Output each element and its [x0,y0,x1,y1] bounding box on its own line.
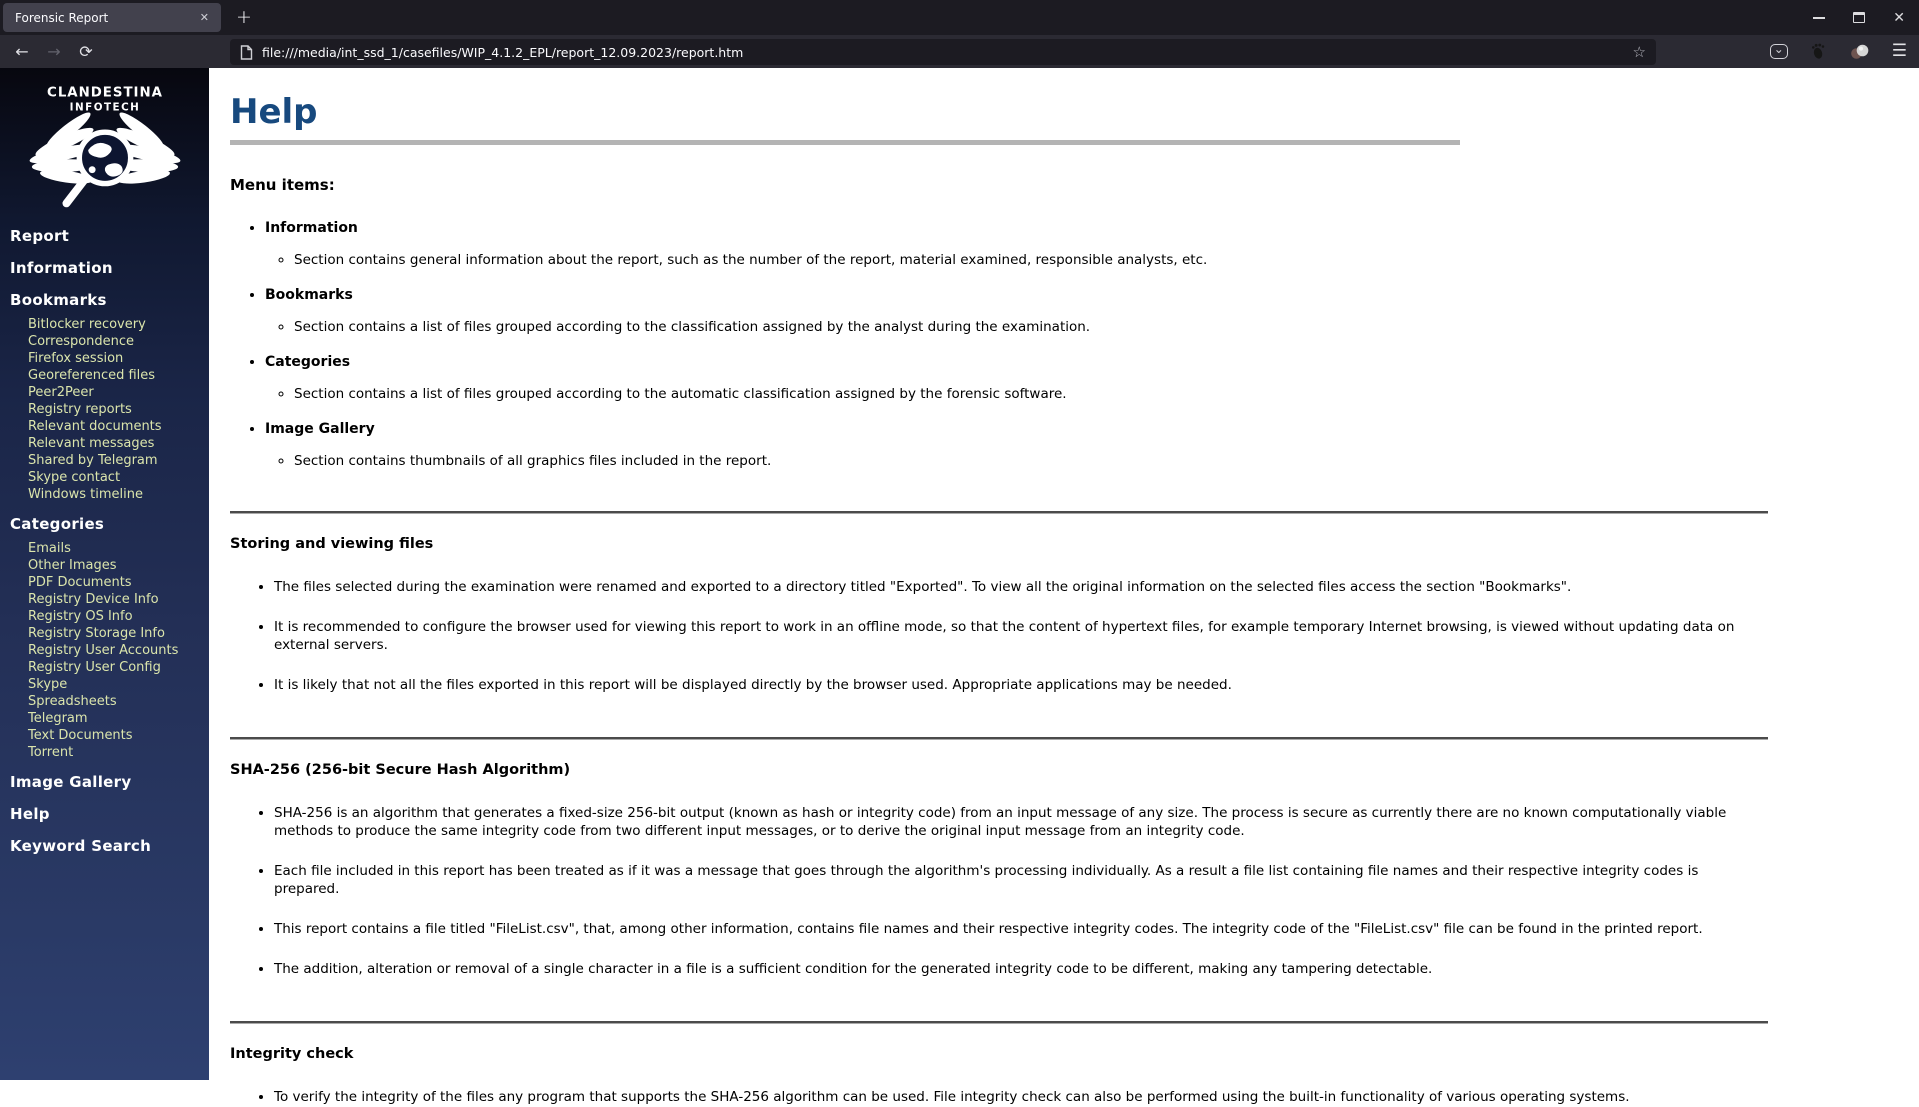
menu-item-label: Information [265,220,358,237]
spheres-extension-icon[interactable] [1849,43,1870,60]
clandestina-infotech-logo [0,68,209,220]
gnome-footprint-extension-icon[interactable] [1810,43,1827,60]
menu-item-desc-list [265,319,1919,335]
menu-item-information [265,220,1919,268]
new-tab-button[interactable]: + [236,6,252,28]
logo-text-line1: CLANDESTINA [46,85,163,101]
content-area [0,68,1919,1105]
url-text: file:///media/int_ssd_1/casefiles/WIP_4.1.2_EPL/report_12.09.2023/report.htm [262,44,744,60]
title-underline-rule [230,140,1460,145]
menu-item-description: ◦ Section contains thumbnails of all graphics files included in the report. [294,453,1919,469]
sidebar-subitem-registry-reports[interactable]: Registry reports [28,402,132,417]
sidebar-item-keyword-search[interactable]: Keyword Search [10,837,152,855]
tab-title: Forensic Report [15,10,109,25]
sidebar-subitem-firefox-session[interactable]: Firefox session [28,351,124,366]
menu-item-desc-list [265,453,1919,469]
menu-item-description: ◦ Section contains general information about the report, such as the number of the report, material examined, responsible analysts, etc. [294,252,1919,268]
sidebar-nav [0,220,209,862]
reload-button[interactable]: ⟳ [79,42,93,61]
url-bar[interactable] [230,39,1656,65]
sidebar-item-bookmarks[interactable]: Bookmarks [10,291,107,309]
hamburger-menu-icon[interactable]: ☰ [1891,41,1907,61]
sidebar-subitem-telegram[interactable]: Telegram [28,711,88,726]
section-divider-rule [230,1021,1768,1024]
help-sections [230,511,1919,1106]
sidebar-item-help[interactable]: Help [10,805,50,823]
sidebar-subitem-correspondence[interactable]: Correspondence [28,334,135,349]
section-bullet-list [230,579,1735,695]
section-heading-integrity-check: Integrity check [230,1045,354,1062]
sidebar-item-categories[interactable]: Categories [10,515,105,533]
page-title: Help [230,92,318,132]
sidebar-subitem-emails[interactable]: Emails [28,541,71,556]
bookmark-star-icon[interactable]: ☆ [1632,43,1646,61]
maximize-icon [1853,12,1865,23]
sidebar-subitem-georeferenced-files[interactable]: Georeferenced files [28,368,156,383]
sidebar-sublist-categories [0,540,209,766]
page-icon [240,45,253,60]
sidebar-item-report[interactable]: Report [10,227,70,245]
tab-forensic-report[interactable] [3,3,221,32]
menu-item-desc-list [265,386,1919,402]
navigation-toolbar [0,35,1919,68]
main-content [209,68,1919,1105]
sidebar-subitem-text-documents[interactable]: Text Documents [28,728,133,743]
sidebar-subitem-skype[interactable]: Skype [28,677,68,692]
back-button[interactable]: ← [15,42,29,61]
section-bullet: • It is likely that not all the files exported in this report will be displayed directly by the browser used. Appropriate applications may be needed. [274,677,1735,695]
section-heading-sha-256-256-bit-secure-hash-algorithm: SHA-256 (256-bit Secure Hash Algorithm) [230,761,571,778]
sidebar-subitem-torrent[interactable]: Torrent [28,745,74,760]
window-close-button[interactable]: ✕ [1893,9,1905,26]
sidebar-subitem-registry-device-info[interactable]: Registry Device Info [28,592,159,607]
menu-item-desc-list [265,252,1919,268]
tab-bar [0,0,1919,35]
sidebar-subitem-registry-user-config[interactable]: Registry User Config [28,660,161,675]
sidebar-subitem-registry-user-accounts[interactable]: Registry User Accounts [28,643,179,658]
sidebar-subitem-registry-storage-info[interactable]: Registry Storage Info [28,626,165,641]
menu-item-categories [265,354,1919,402]
menu-items-heading: Menu items: [230,176,335,195]
section-bullet: • This report contains a file titled "FileList.csv", that, among other information, contains file names and their respective integrity codes. The integrity code of the "FileList.csv" file can be found in the printed report. [274,921,1735,939]
window-minimize-button[interactable] [1813,17,1825,19]
section-bullet: • To verify the integrity of the files any program that supports the SHA-256 algorithm can be used. File integrity check can also be performed using the built-in functionality of various operating systems. [274,1089,1735,1107]
section-bullet: • SHA-256 is an algorithm that generates a fixed-size 256-bit output (known as hash or integrity code) from an input message of any size. The process is secure as currently there are no known computationally viable methods to produce the same integrity code from two different input messages, or to derive the original input message from an integrity code. [274,805,1735,841]
pocket-icon[interactable]: ⌄ [1770,44,1788,59]
menu-item-label: Image Gallery [265,421,375,438]
section-bullet-list [230,1089,1735,1107]
sidebar-subitem-relevant-messages[interactable]: Relevant messages [28,436,155,451]
window-maximize-button[interactable] [1853,12,1865,23]
forward-button[interactable]: → [47,42,61,61]
menu-item-label: Bookmarks [265,287,353,304]
menu-item-label: Categories [265,354,351,371]
section-heading-storing-and-viewing-files: Storing and viewing files [230,536,434,553]
sidebar-subitem-bitlocker-recovery[interactable]: Bitlocker recovery [28,317,146,332]
winged-magnifier-logo-icon [21,76,189,216]
sidebar-subitem-peer2peer[interactable]: Peer2Peer [28,385,94,400]
sidebar-subitem-shared-by-telegram[interactable]: Shared by Telegram [28,453,158,468]
sidebar-sublist-bookmarks [0,316,209,508]
tab-close-icon[interactable]: ✕ [199,11,209,24]
logo-text-line2: INFOTECH [69,101,140,114]
sidebar-item-image-gallery[interactable]: Image Gallery [10,773,132,791]
sidebar [0,68,209,1080]
section-bullet: • The files selected during the examination were renamed and exported to a directory titled "Exported". To view all the original information on the selected files access the section "Bookmarks". [274,579,1735,597]
menu-item-bookmarks [265,287,1919,335]
menu-items-list [230,220,1919,469]
section-bullet: • It is recommended to configure the browser used for viewing this report to work in an offline mode, so that the content of hypertext files, for example temporary Internet browsing, is viewed without updating data on external servers. [274,619,1735,655]
toolbar-right-icons [1770,43,1907,60]
sidebar-item-information[interactable]: Information [10,259,113,277]
sidebar-subitem-other-images[interactable]: Other Images [28,558,117,573]
sidebar-subitem-skype-contact[interactable]: Skype contact [28,470,121,485]
menu-item-description: ◦ Section contains a list of files grouped according to the automatic classification assigned by the forensic software. [294,386,1919,402]
sidebar-subitem-registry-os-info[interactable]: Registry OS Info [28,609,133,624]
section-bullet-list [230,805,1735,979]
section-divider-rule [230,737,1768,740]
sidebar-subitem-spreadsheets[interactable]: Spreadsheets [28,694,117,709]
sidebar-subitem-windows-timeline[interactable]: Windows timeline [28,487,143,502]
sidebar-subitem-relevant-documents[interactable]: Relevant documents [28,419,162,434]
section-bullet: • Each file included in this report has been treated as if it was a message that goes through the algorithm's processing individually. As a result a file list containing file names and their respective integrity codes is prepared. [274,863,1735,899]
section-bullet: • The addition, alteration or removal of a single character in a file is a sufficient condition for the generated integrity code to be different, making any tampering detectable. [274,961,1735,979]
section-divider-rule [230,511,1768,514]
menu-item-description: ◦ Section contains a list of files grouped according to the classification assigned by the analyst during the examination. [294,319,1919,335]
minimize-icon [1813,17,1825,19]
menu-item-image-gallery [265,421,1919,469]
sidebar-subitem-pdf-documents[interactable]: PDF Documents [28,575,132,590]
window-controls [1813,0,1905,35]
